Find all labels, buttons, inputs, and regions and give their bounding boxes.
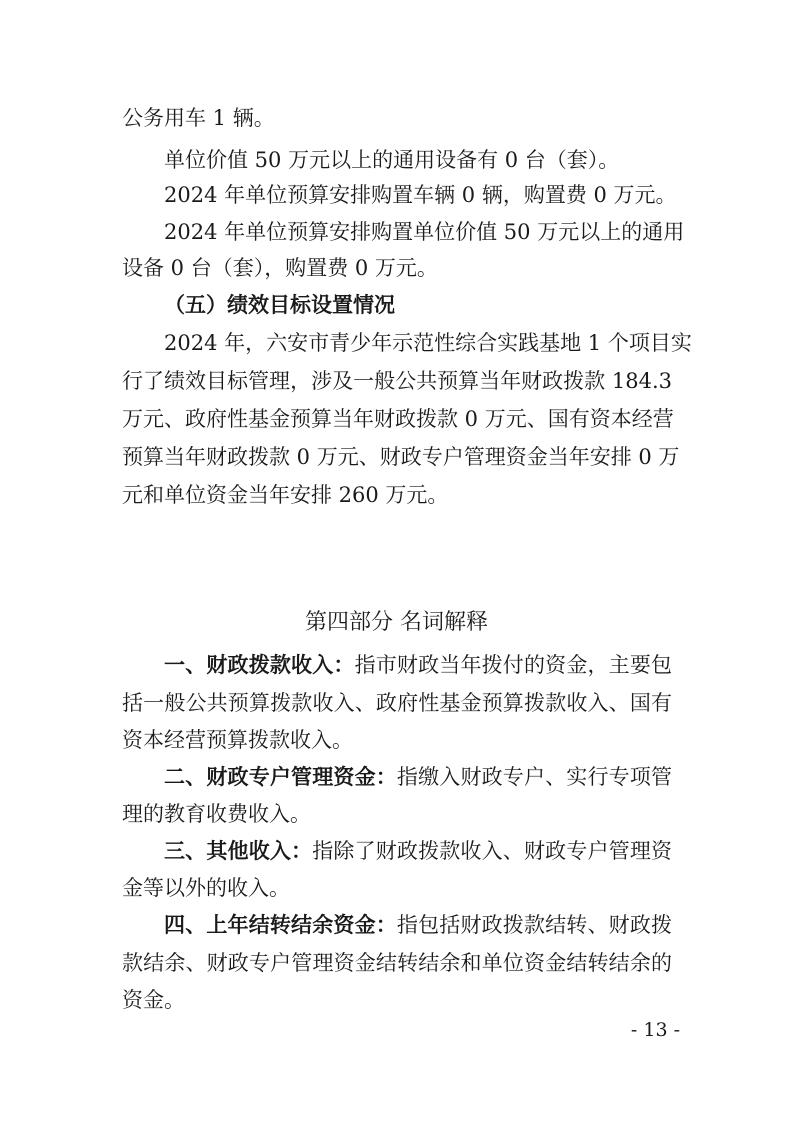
section-title: 第四部分 名词解释	[305, 610, 488, 635]
glossary-term-2: 二、财政专户管理资金：	[164, 765, 397, 789]
asset-paragraph-4-line-1: 2024 年单位预算安排购置单位价值 50 万元以上的通用	[164, 220, 685, 244]
asset-paragraph-4-line-2: 设备 0 台（套），购置费 0 万元。	[122, 256, 438, 280]
asset-paragraph-1-line-1: 公务用车 1 辆。	[122, 106, 275, 130]
page-number: - 13 -	[630, 1019, 680, 1041]
glossary-item-4-line-3: 资金。	[122, 988, 185, 1012]
glossary-item-2-line-2: 理的教育收费收入。	[122, 802, 311, 826]
performance-line-2: 行了绩效目标管理，涉及一般公共预算当年财政拨款 184.3	[122, 369, 672, 393]
glossary-item-1-line-2: 括一般公共预算拨款收入、政府性基金预算拨款收入、国有	[122, 691, 672, 715]
glossary-item-4-line-1	[164, 911, 672, 939]
glossary-item-2-line-1	[164, 763, 672, 791]
performance-line-5: 元和单位资金当年安排 260 万元。	[122, 483, 449, 507]
performance-line-4: 预算当年财政拨款 0 万元、财政专户管理资金当年安排 0 万	[122, 445, 680, 469]
glossary-item-1-line-1	[164, 651, 672, 679]
glossary-item-4-line-2: 款结余、财政专户管理资金结转结余和单位资金结转结余的	[122, 951, 672, 975]
performance-heading: （五）绩效目标设置情况	[164, 292, 395, 317]
glossary-term-1: 一、财政拨款收入：	[164, 653, 355, 677]
asset-paragraph-3-line-1: 2024 年单位预算安排购置车辆 0 辆，购置费 0 万元。	[164, 183, 677, 207]
glossary-item-1-line-3: 资本经营预算拨款收入。	[122, 728, 353, 752]
glossary-definition-2-part-1: 指缴入财政专户、实行专项管	[396, 765, 673, 789]
glossary-definition-1-part-1: 指市财政当年拨付的资金，主要包	[354, 653, 673, 677]
asset-paragraph-2-line-1: 单位价值 50 万元以上的通用设备有 0 台（套）。	[164, 148, 620, 172]
glossary-item-3-line-2: 金等以外的收入。	[122, 876, 290, 900]
performance-line-3: 万元、政府性基金预算当年财政拨款 0 万元、国有资本经营	[122, 407, 674, 431]
glossary-term-3: 三、其他收入：	[164, 839, 313, 863]
glossary-term-4: 四、上年结转结余资金：	[164, 913, 397, 937]
glossary-definition-3-part-1: 指除了财政拨款收入、财政专户管理资	[312, 839, 672, 863]
performance-line-1: 2024 年，六安市青少年示范性综合实践基地 1 个项目实	[164, 331, 692, 355]
glossary-item-3-line-1	[164, 837, 672, 865]
glossary-definition-4-part-1: 指包括财政拨款结转、财政拨	[396, 913, 673, 937]
